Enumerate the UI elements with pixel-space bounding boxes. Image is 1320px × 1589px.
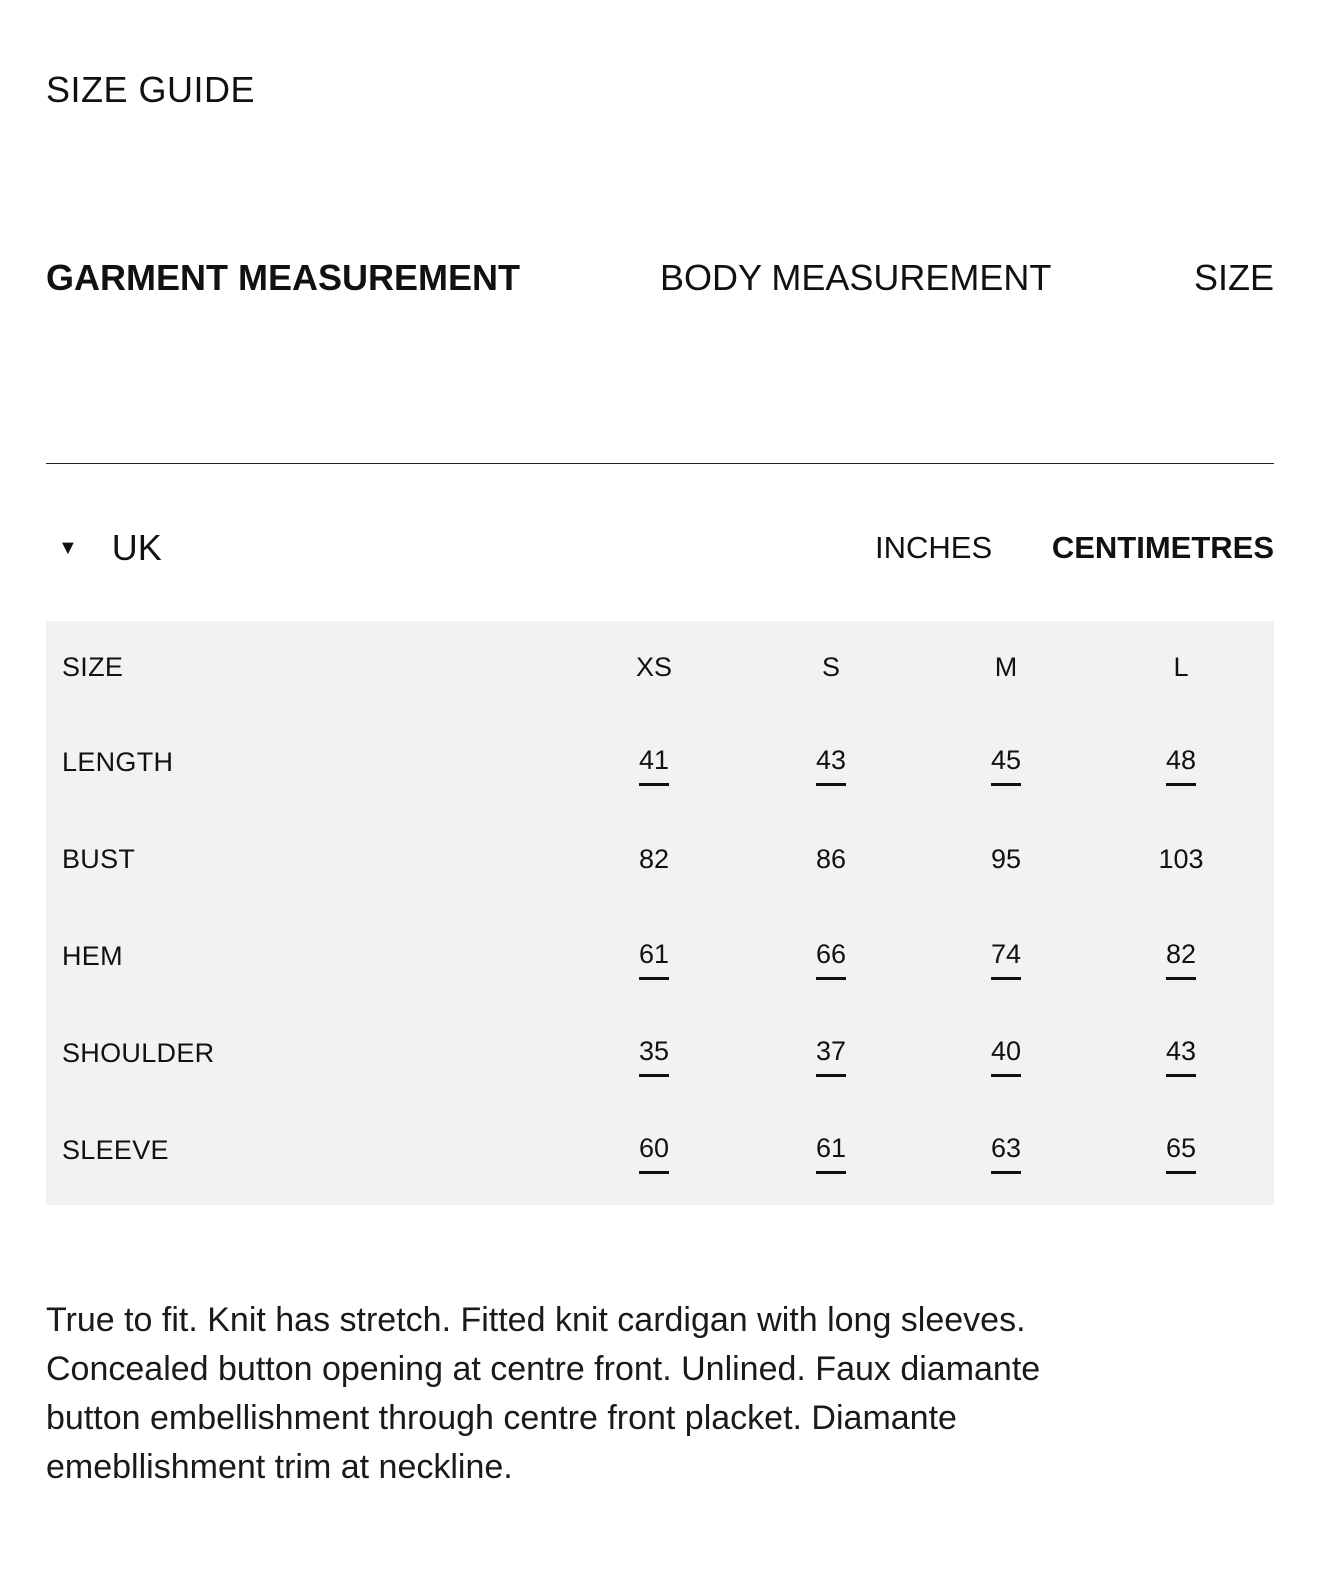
measurement-value: 86 xyxy=(815,844,847,874)
measurement-value-link[interactable]: 48 xyxy=(1166,745,1196,780)
measurement-value-link[interactable]: 61 xyxy=(639,939,669,974)
measurement-value-link[interactable]: 43 xyxy=(1166,1036,1196,1071)
measurement-value-link[interactable]: 82 xyxy=(1166,939,1196,974)
measurement-value-link[interactable]: 65 xyxy=(1166,1133,1196,1168)
table-row-hem xyxy=(46,908,1274,1005)
measurement-value-link[interactable]: 74 xyxy=(991,939,1021,974)
measurement-value-link[interactable]: 60 xyxy=(639,1133,669,1168)
measurement-value-link[interactable]: 37 xyxy=(816,1036,846,1071)
tab-size[interactable]: SIZE xyxy=(1193,257,1274,298)
measurement-value-link[interactable]: 61 xyxy=(816,1133,846,1168)
row-label: HEM xyxy=(62,941,123,971)
header-size-m: M xyxy=(994,652,1018,682)
measurement-value: 82 xyxy=(638,844,670,874)
measurement-value-link[interactable]: 35 xyxy=(639,1036,669,1071)
divider xyxy=(46,463,1274,464)
header-size-l: L xyxy=(1173,652,1189,682)
measurement-value-link[interactable]: 63 xyxy=(991,1133,1021,1168)
measurement-value-link[interactable]: 40 xyxy=(991,1036,1021,1071)
measurement-value-link[interactable]: 45 xyxy=(991,745,1021,780)
size-table xyxy=(46,621,1274,1205)
header-size-label: SIZE xyxy=(62,652,124,682)
header-size-s: S xyxy=(821,652,840,682)
caret-down-icon: ▼ xyxy=(58,537,78,559)
tab-body-measurement[interactable]: BODY MEASUREMENT xyxy=(660,257,1052,298)
measurement-value-link[interactable]: 41 xyxy=(639,745,669,780)
unit-centimetres-toggle[interactable]: CENTIMETRES xyxy=(1051,530,1274,565)
tab-garment-measurement[interactable]: GARMENT MEASUREMENT xyxy=(46,257,520,298)
row-label: SHOULDER xyxy=(62,1038,215,1068)
row-label: SLEEVE xyxy=(62,1135,169,1165)
table-row-bust xyxy=(46,811,1274,908)
unit-inches-toggle[interactable]: INCHES xyxy=(875,530,993,565)
measurement-value-link[interactable]: 66 xyxy=(816,939,846,974)
measurement-value: 95 xyxy=(990,844,1022,874)
table-row-shoulder xyxy=(46,1005,1274,1102)
header-size-xs: XS xyxy=(635,652,673,682)
measurement-tabs xyxy=(46,256,1274,306)
table-header-row xyxy=(46,621,1274,714)
region-label: UK xyxy=(111,527,162,568)
measurement-value-link[interactable]: 43 xyxy=(816,745,846,780)
table-row-sleeve xyxy=(46,1102,1274,1199)
table-row-length xyxy=(46,714,1274,811)
region-select[interactable] xyxy=(58,524,162,572)
measurement-value: 103 xyxy=(1158,844,1204,874)
page-title: SIZE GUIDE xyxy=(46,69,256,110)
product-fit-description: True to fit. Knit has stretch. Fitted knit cardigan with long sleeves. Concealed button opening at centre front. Unlined. Faux diamante button embellishment through centre front placket. Diamante emebllishment trim at neckline. xyxy=(46,1301,1041,1486)
row-label: BUST xyxy=(62,844,136,874)
row-label: LENGTH xyxy=(62,747,174,777)
